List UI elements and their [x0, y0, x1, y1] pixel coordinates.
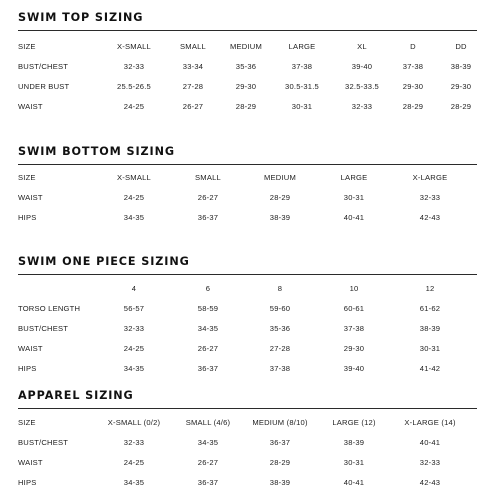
column-header: LARGE (12)	[332, 418, 376, 427]
column-header: MEDIUM	[264, 173, 296, 182]
column-header: SIZE	[18, 418, 36, 427]
table-cell: 27-28	[269, 344, 291, 353]
column-header: 8	[277, 284, 283, 293]
table-cell: 32-33	[419, 193, 441, 202]
row-label: TORSO LENGTH	[18, 304, 81, 313]
table-cell: 26-27	[197, 344, 219, 353]
table-cell: 34-35	[123, 213, 145, 222]
column-header: MEDIUM (8/10)	[252, 418, 308, 427]
table-cell: 38-39	[450, 62, 472, 71]
table-cell: 39-40	[351, 62, 373, 71]
column-header: MEDIUM	[230, 42, 262, 51]
row-label: BUST/CHEST	[18, 324, 69, 333]
column-header: X-SMALL	[117, 173, 151, 182]
table-cell: 32-33	[351, 102, 373, 111]
table-cell: 34-35	[123, 364, 145, 373]
column-header: X-LARGE (14)	[404, 418, 456, 427]
table-cell: 40-41	[419, 438, 441, 447]
table-cell: 61-62	[419, 304, 441, 313]
section-divider	[18, 30, 477, 31]
section-divider	[18, 274, 477, 275]
table-cell: 38-39	[419, 324, 441, 333]
section-divider	[18, 408, 477, 409]
section-title: SWIM TOP SIZING	[18, 11, 144, 24]
table-cell: 24-25	[123, 193, 145, 202]
table-cell: 42-43	[419, 213, 441, 222]
column-header: SMALL	[180, 42, 206, 51]
table-cell: 28-29	[269, 458, 291, 467]
table-cell: 35-36	[235, 62, 257, 71]
column-header: SMALL (4/6)	[185, 418, 231, 427]
table-cell: 40-41	[343, 213, 365, 222]
table-cell: 32-33	[419, 458, 441, 467]
table-cell: 56-57	[123, 304, 145, 313]
table-cell: 38-39	[269, 213, 291, 222]
column-header: D	[410, 42, 416, 51]
table-cell: 36-37	[197, 478, 219, 487]
table-cell: 58-59	[197, 304, 219, 313]
table-cell: 60-61	[343, 304, 365, 313]
table-cell: 28-29	[450, 102, 472, 111]
column-header: 6	[205, 284, 211, 293]
column-header: LARGE	[288, 42, 316, 51]
section-title: APPAREL SIZING	[18, 389, 134, 402]
table-cell: 26-27	[197, 458, 219, 467]
column-header: XL	[357, 42, 367, 51]
table-cell: 32-33	[123, 324, 145, 333]
table-cell: 29-30	[343, 344, 365, 353]
table-cell: 29-30	[450, 82, 472, 91]
table-cell: 39-40	[343, 364, 365, 373]
table-cell: 24-25	[123, 458, 145, 467]
column-header: SMALL	[195, 173, 221, 182]
table-cell: 28-29	[269, 193, 291, 202]
table-cell: 35-36	[269, 324, 291, 333]
column-header: X-LARGE	[412, 173, 448, 182]
table-cell: 30-31	[291, 102, 313, 111]
table-cell: 37-38	[269, 364, 291, 373]
table-cell: 36-37	[197, 213, 219, 222]
table-cell: 32-33	[123, 438, 145, 447]
table-cell: 29-30	[402, 82, 424, 91]
table-cell: 42-43	[419, 478, 441, 487]
row-label: HIPS	[18, 478, 37, 487]
row-label: HIPS	[18, 213, 37, 222]
table-cell: 32-33	[123, 62, 145, 71]
table-cell: 30.5-31.5	[285, 82, 319, 91]
column-header: SIZE	[18, 173, 36, 182]
section-divider	[18, 164, 477, 165]
column-header: SIZE	[18, 42, 36, 51]
column-header: DD	[455, 42, 467, 51]
table-cell: 24-25	[123, 344, 145, 353]
table-cell: 34-35	[197, 324, 219, 333]
table-cell: 36-37	[197, 364, 219, 373]
column-header: X-SMALL (0/2)	[107, 418, 161, 427]
table-cell: 28-29	[402, 102, 424, 111]
table-cell: 30-31	[343, 458, 365, 467]
column-header: LARGE	[340, 173, 368, 182]
table-cell: 38-39	[343, 438, 365, 447]
row-label: WAIST	[18, 458, 43, 467]
table-cell: 37-38	[291, 62, 313, 71]
table-cell: 34-35	[197, 438, 219, 447]
table-cell: 30-31	[419, 344, 441, 353]
table-cell: 37-38	[343, 324, 365, 333]
table-cell: 41-42	[419, 364, 441, 373]
table-cell: 59-60	[269, 304, 291, 313]
section-title: SWIM BOTTOM SIZING	[18, 145, 175, 158]
table-cell: 27-28	[182, 82, 204, 91]
table-cell: 40-41	[343, 478, 365, 487]
table-cell: 36-37	[269, 438, 291, 447]
row-label: WAIST	[18, 193, 43, 202]
row-label: WAIST	[18, 102, 43, 111]
table-cell: 33-34	[182, 62, 204, 71]
table-cell: 26-27	[197, 193, 219, 202]
table-cell: 25.5-26.5	[117, 82, 151, 91]
row-label: WAIST	[18, 344, 43, 353]
table-cell: 26-27	[182, 102, 204, 111]
row-label: HIPS	[18, 364, 37, 373]
table-cell: 24-25	[123, 102, 145, 111]
column-header: 4	[131, 284, 137, 293]
table-cell: 28-29	[235, 102, 257, 111]
table-cell: 29-30	[235, 82, 257, 91]
table-cell: 37-38	[402, 62, 424, 71]
table-cell: 38-39	[269, 478, 291, 487]
row-label: BUST/CHEST	[18, 62, 69, 71]
table-cell: 30-31	[343, 193, 365, 202]
table-cell: 32.5-33.5	[345, 82, 379, 91]
table-cell: 34-35	[123, 478, 145, 487]
section-title: SWIM ONE PIECE SIZING	[18, 255, 190, 268]
column-header: X-SMALL	[117, 42, 151, 51]
column-header: 12	[425, 284, 435, 293]
row-label: BUST/CHEST	[18, 438, 69, 447]
column-header: 10	[349, 284, 359, 293]
row-label: UNDER BUST	[18, 82, 70, 91]
